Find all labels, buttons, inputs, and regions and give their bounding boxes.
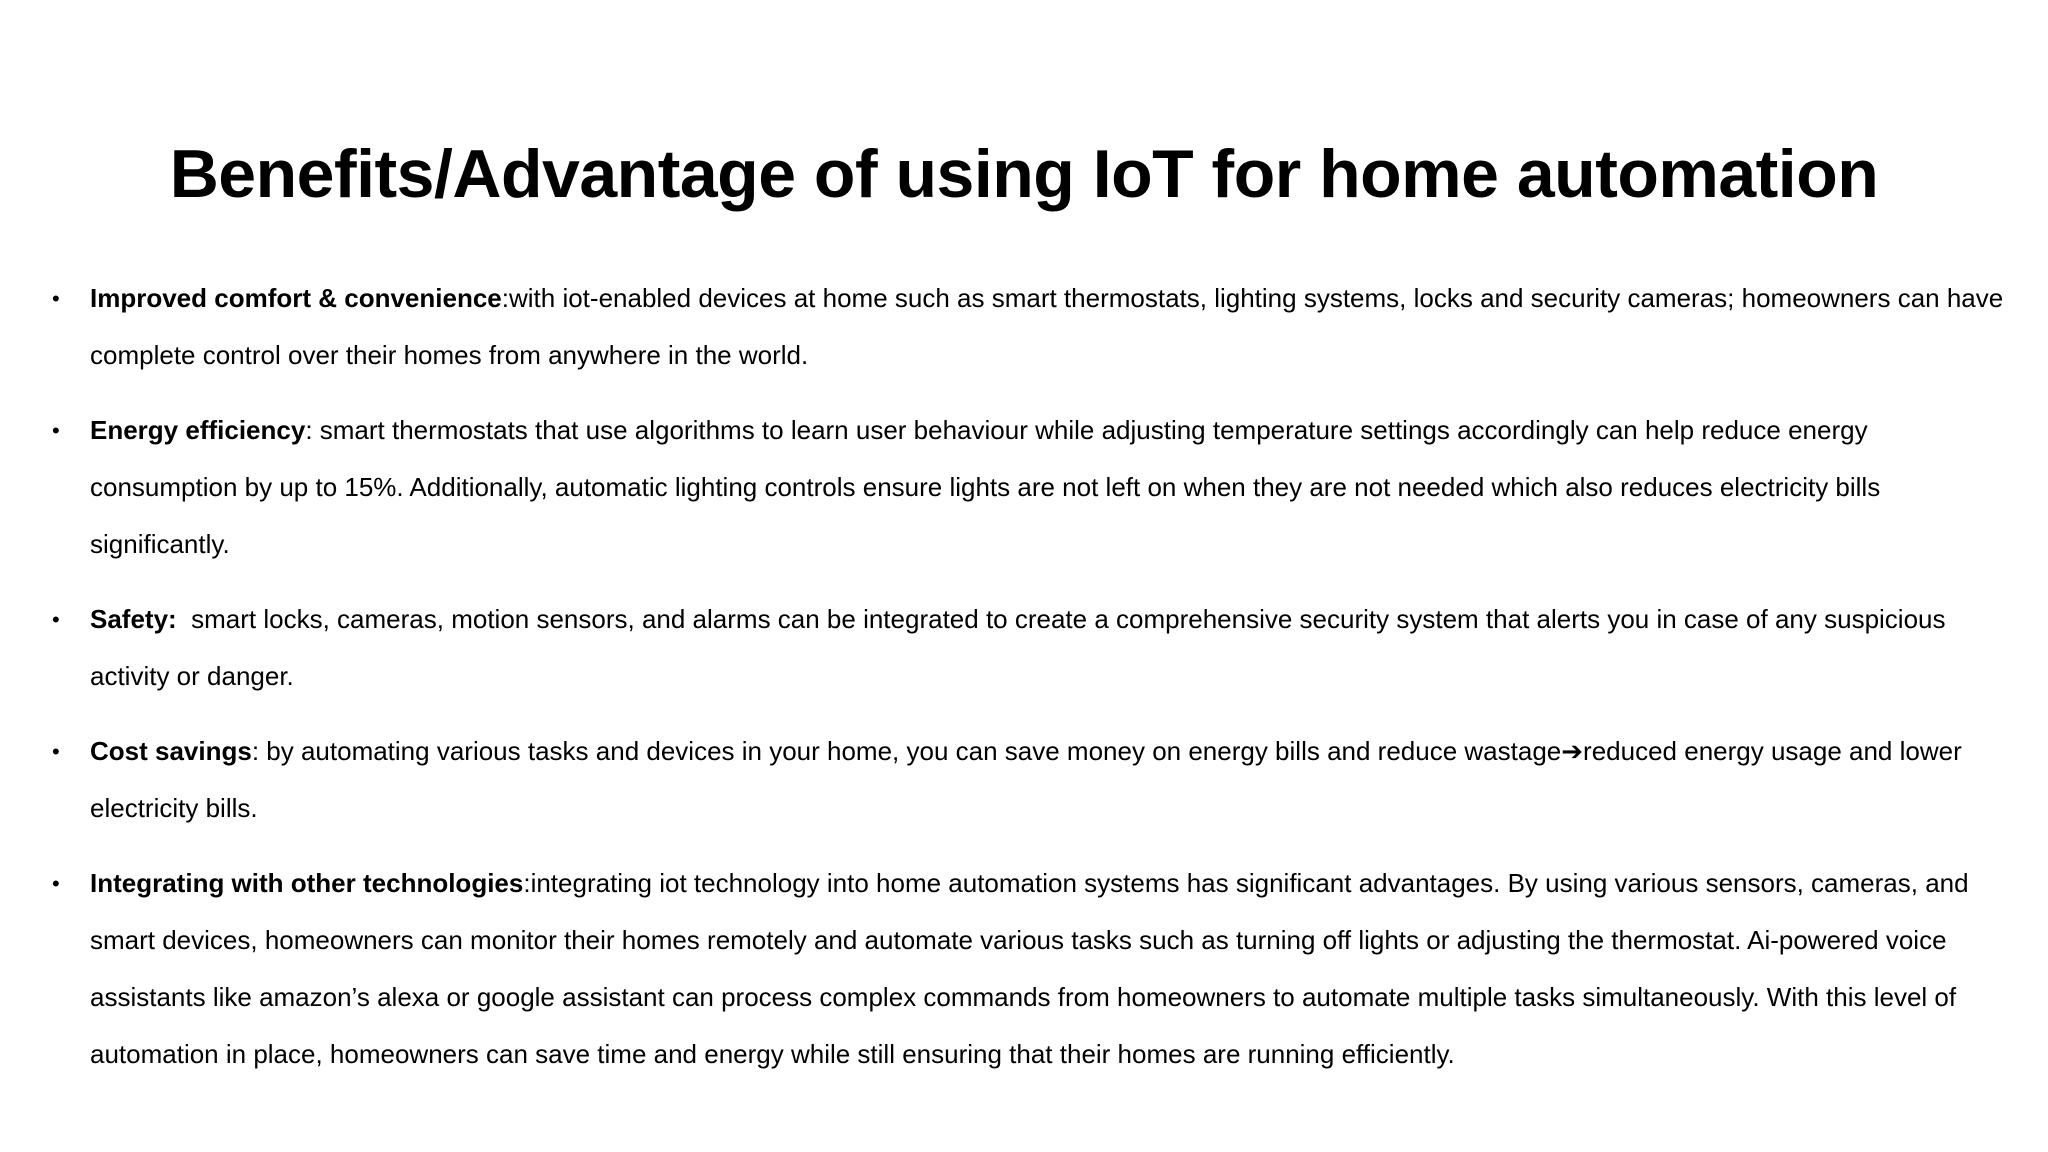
bullet-text-continued: reduced energy usage and lower electricity bills. [90,736,1962,823]
bullet-term: Improved comfort & convenience [90,283,502,313]
bullet-text: : smart thermostats that use algorithms to learn user behaviour while adjusting temperature settings accordingly can help reduce energy consumption by up to 15%. Additionally, automatic lighting controls ensure lights are not left on when they are not needed which also reduces electricity bills significantly. [90,415,1881,559]
bullet-list [52,270,2012,1101]
bullet-dot-icon: • [52,607,60,632]
bullet-text: :integrating iot technology into home automation systems has significant advantages. By using various sensors, cameras, and smart devices, homeowners can monitor their homes remotely and automate various tasks such as turning off lights or adjusting the thermostat. Ai-powered voice assistants like amazon’s alexa or google assistant can process complex commands from homeowners to automate multiple tasks simultaneously. With this level of automation in place, homeowners can save time and energy while still ensuring that their homes are running efficiently. [90,868,1969,1069]
bullet-dot-icon: • [52,286,60,311]
bullet-term: Integrating with other technologies [90,868,524,898]
bullet-dot-icon: • [52,739,60,764]
bullet-term: Safety: [90,604,177,634]
bullet-text: : by automating various tasks and devices in your home, you can save money on energy bills and reduce wastage [251,736,1562,766]
bullet-item-comfort [52,270,2012,384]
bullet-dot-icon: • [52,871,60,896]
bullet-text: :with iot-enabled devices at home such as smart thermostats, lighting systems, locks and security cameras; homeowners can have complete control over their homes from anywhere in the world. [90,283,2004,370]
slide-title: Benefits/Advantage of using IoT for home automation [169,136,1879,212]
bullet-item-safety [52,591,2012,705]
bullet-dot-icon: • [52,418,60,443]
bullet-item-energy [52,402,2012,573]
bullet-item-cost [52,723,2012,837]
bullet-text: smart locks, cameras, motion sensors, and alarms can be integrated to create a comprehensive security system that alerts you in case of any suspicious activity or danger. [90,604,1953,691]
arrow-right-icon: ➔ [1561,736,1584,766]
bullet-term: Energy efficiency [90,415,306,445]
bullet-item-integration [52,855,2012,1083]
bullet-term: Cost savings [90,736,252,766]
